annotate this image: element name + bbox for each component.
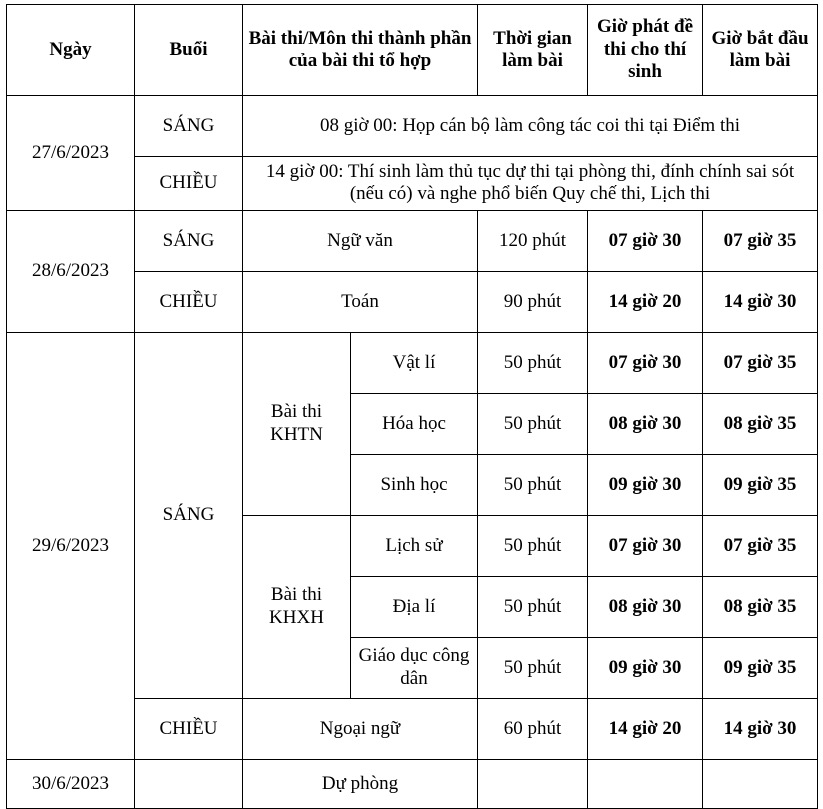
session-cell-afternoon-27: CHIỀU [135,157,243,211]
group-cell-khtn: Bài thi KHTN [243,332,351,515]
duration-cell-hoahoc: 50 phút [478,393,588,454]
exam-schedule-document [0,4,823,794]
subject-cell-duphong: Dự phòng [243,759,478,808]
day-cell-28-6: 28/6/2023 [7,210,135,332]
subject-cell-lichsu: Lịch sử [351,515,478,576]
start-cell-duphong [703,759,818,808]
subject-cell-vatli: Vật lí [351,332,478,393]
column-header-subject: Bài thi/Môn thi thành phần của bài thi tổ hợp [243,5,478,96]
column-header-handout-time: Giờ phát đề thi cho thí sinh [588,5,703,96]
table-row [7,210,818,271]
handout-cell-hoahoc: 08 giờ 30 [588,393,703,454]
start-cell-van: 07 giờ 35 [703,210,818,271]
day-cell-30-6: 30/6/2023 [7,759,135,808]
duration-cell-gdcd: 50 phút [478,637,588,698]
start-cell-diali: 08 giờ 35 [703,576,818,637]
handout-cell-vatli: 07 giờ 30 [588,332,703,393]
handout-cell-sinhhoc: 09 giờ 30 [588,454,703,515]
duration-cell-vatli: 50 phút [478,332,588,393]
duration-cell-toan: 90 phút [478,271,588,332]
session-cell-30 [135,759,243,808]
day-cell-27-6: 27/6/2023 [7,96,135,211]
handout-cell-ngoaingu: 14 giờ 20 [588,698,703,759]
exam-schedule-table [6,4,818,809]
note-cell-27-afternoon: 14 giờ 00: Thí sinh làm thủ tục dự thi tại phòng thi, đính chính sai sót (nếu có) và nghe phổ biến Quy chế thi, Lịch thi [243,157,818,211]
handout-cell-duphong [588,759,703,808]
duration-cell-diali: 50 phút [478,576,588,637]
start-cell-toan: 14 giờ 30 [703,271,818,332]
handout-cell-van: 07 giờ 30 [588,210,703,271]
session-cell-morning-27: SÁNG [135,96,243,157]
start-cell-ngoaingu: 14 giờ 30 [703,698,818,759]
session-cell-morning-29: SÁNG [135,332,243,698]
column-header-start-time: Giờ bắt đầu làm bài [703,5,818,96]
session-cell-afternoon-29: CHIỀU [135,698,243,759]
start-cell-hoahoc: 08 giờ 35 [703,393,818,454]
session-cell-afternoon-28: CHIỀU [135,271,243,332]
start-cell-vatli: 07 giờ 35 [703,332,818,393]
group-cell-khxh: Bài thi KHXH [243,515,351,698]
handout-cell-lichsu: 07 giờ 30 [588,515,703,576]
subject-cell-ngoaingu: Ngoại ngữ [243,698,478,759]
duration-cell-ngoaingu: 60 phút [478,698,588,759]
table-row [7,759,818,808]
duration-cell-duphong [478,759,588,808]
duration-cell-lichsu: 50 phút [478,515,588,576]
column-header-session: Buổi [135,5,243,96]
subject-cell-toan: Toán [243,271,478,332]
subject-cell-sinhhoc: Sinh học [351,454,478,515]
day-cell-29-6: 29/6/2023 [7,332,135,759]
subject-cell-hoahoc: Hóa học [351,393,478,454]
column-header-day: Ngày [7,5,135,96]
subject-cell-van: Ngữ văn [243,210,478,271]
table-header-row [7,5,818,96]
start-cell-sinhhoc: 09 giờ 35 [703,454,818,515]
note-cell-27-morning: 08 giờ 00: Họp cán bộ làm công tác coi thi tại Điểm thi [243,96,818,157]
handout-cell-toan: 14 giờ 20 [588,271,703,332]
column-header-duration: Thời gian làm bài [478,5,588,96]
table-row [7,332,818,393]
handout-cell-diali: 08 giờ 30 [588,576,703,637]
duration-cell-sinhhoc: 50 phút [478,454,588,515]
start-cell-gdcd: 09 giờ 35 [703,637,818,698]
duration-cell-van: 120 phút [478,210,588,271]
handout-cell-gdcd: 09 giờ 30 [588,637,703,698]
subject-cell-diali: Địa lí [351,576,478,637]
table-row [7,96,818,157]
subject-cell-gdcd: Giáo dục công dân [351,637,478,698]
start-cell-lichsu: 07 giờ 35 [703,515,818,576]
session-cell-morning-28: SÁNG [135,210,243,271]
